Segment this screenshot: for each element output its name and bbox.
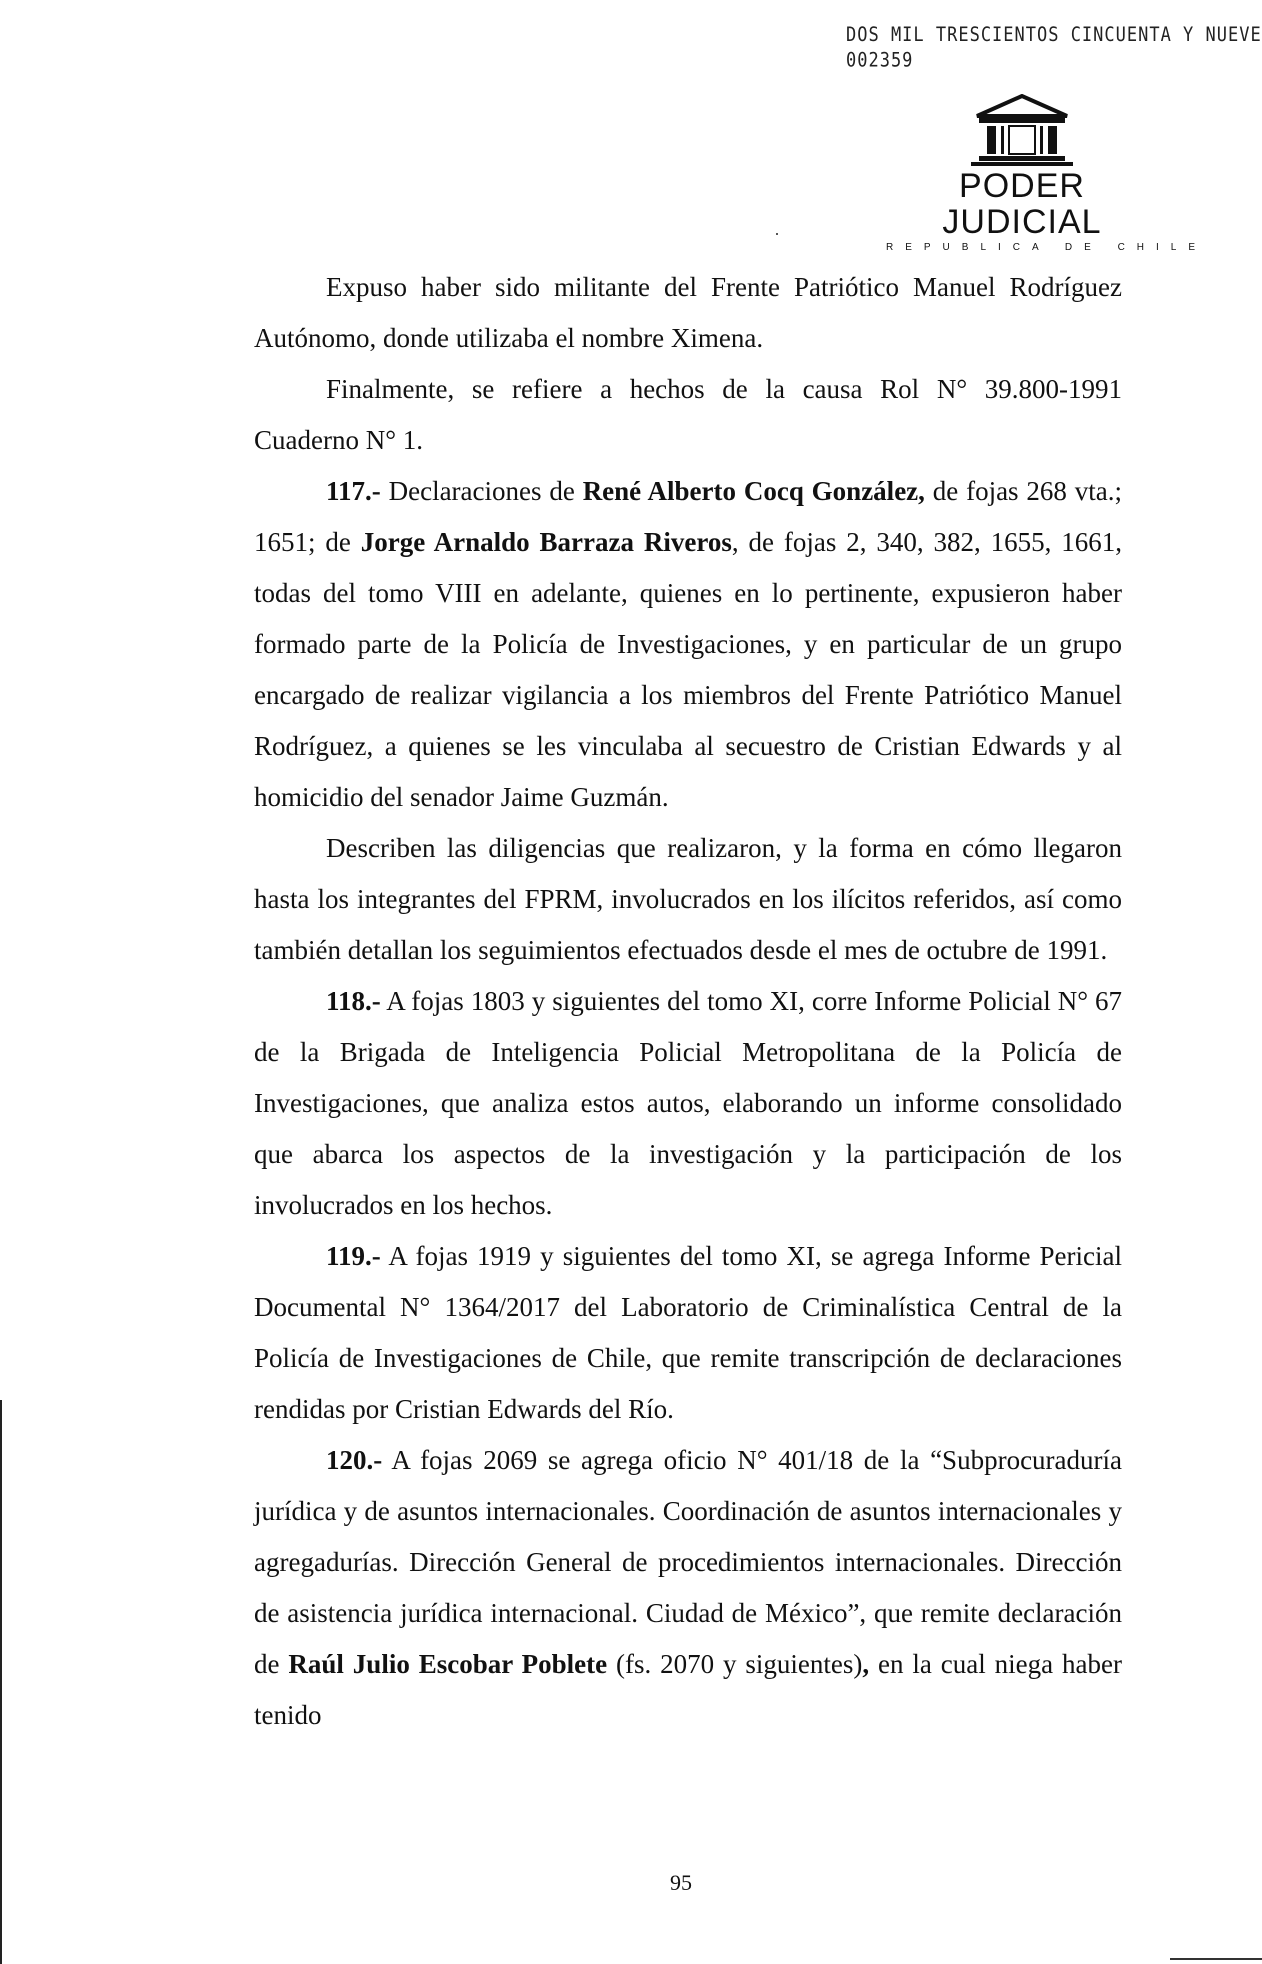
scan-speck [776, 233, 778, 235]
text-run: , de fojas 2, 340, 382, 1655, 1661, todas del tomo VIII en adelante, quienes en lo pertinente, expusieron haber formado parte de la Policía de Investigaciones, y en particular de un grupo encargado de realizar vigilancia a los miembros del Frente Patriótico Manuel Rodríguez, a quienes se les vinculaba al secuestro de Cristian Edwards y al homicidio del senador Jaime Guzmán. [254, 527, 1122, 812]
paragraph [254, 1435, 1122, 1741]
text-run: A fojas 2069 se agrega oficio N° 401/18 de la “Subprocuraduría jurídica y de asuntos internacionales. Coordinación de asuntos internacionales y agregadurías. Dirección General de procedimientos internacionales. Dirección de asistencia jurídica internacional. Ciudad de México”, que remite declaración de [254, 1445, 1122, 1679]
text-run: (fs. 2070 y siguientes) [607, 1649, 863, 1679]
paragraph [254, 364, 1122, 466]
bold-text: , [862, 1649, 870, 1679]
logo-subtitle: REPUBLICA DE CHILE [886, 242, 1208, 253]
poder-judicial-logo [886, 94, 1208, 253]
paragraph [254, 262, 1122, 364]
scan-bottom-line [1170, 1958, 1262, 1960]
paragraph [254, 466, 1122, 823]
document-body [254, 262, 1122, 1741]
text-run: Finalmente, se refiere a hechos de la causa Rol N° 39.800-1991 Cuaderno N° 1. [254, 374, 1122, 455]
bold-text: 117.- [326, 476, 381, 506]
bold-text: 120.- [326, 1445, 383, 1475]
text-run: en la cual niega haber tenido [254, 1649, 1123, 1730]
text-run: A fojas 1919 y siguientes del tomo XI, se agrega Informe Pericial Documental N° 1364/2017 del Laboratorio de Criminalística Central de la Policía de Investigaciones de Chile, que remite transcripción de declaraciones rendidas por Cristian Edwards del Río. [254, 1241, 1122, 1424]
text-run: Expuso haber sido militante del Frente Patriótico Manuel Rodríguez Autónomo, donde utilizaba el nombre Ximena. [254, 272, 1122, 353]
text-run: Declaraciones de [380, 476, 583, 506]
paragraph [254, 976, 1122, 1231]
text-run: A fojas 1803 y siguientes del tomo XI, corre Informe Policial N° 67 de la Brigada de Inteligencia Policial Metropolitana de la Policía de Investigaciones, que analiza estos autos, elaborando un informe consolidado que abarca los aspectos de la investigación y la participación de los involucrados en los hechos. [254, 986, 1122, 1220]
logo-title: PODER JUDICIAL [942, 167, 1102, 241]
scan-edge-line [0, 1400, 2, 1964]
folio-stamp-number: 002359 [846, 49, 914, 73]
bold-text: René Alberto Cocq González, [582, 476, 925, 506]
bold-text: Jorge Arnaldo Barraza Riveros [360, 527, 732, 557]
text-run: de fojas 268 vta.; 1651; de [254, 476, 1122, 557]
page-number: 95 [670, 1870, 692, 1895]
bold-text: 118.- [326, 986, 381, 1016]
text-run: Describen las diligencias que realizaron, y la forma en cómo llegaron hasta los integrantes del FPRM, involucrados en los ilícitos referidos, así como también detallan los seguimientos efectuados desde el mes de octubre de 1991. [254, 833, 1122, 965]
paragraph [254, 823, 1122, 976]
folio-stamp [846, 23, 1262, 74]
bold-text: 119.- [326, 1241, 381, 1271]
folio-stamp-words: DOS MIL TRESCIENTOS CINCUENTA Y NUEVE [846, 23, 1262, 47]
bold-text: Raúl Julio Escobar Poblete [288, 1649, 608, 1679]
paragraph [254, 1231, 1122, 1435]
courthouse-icon [967, 94, 1077, 166]
